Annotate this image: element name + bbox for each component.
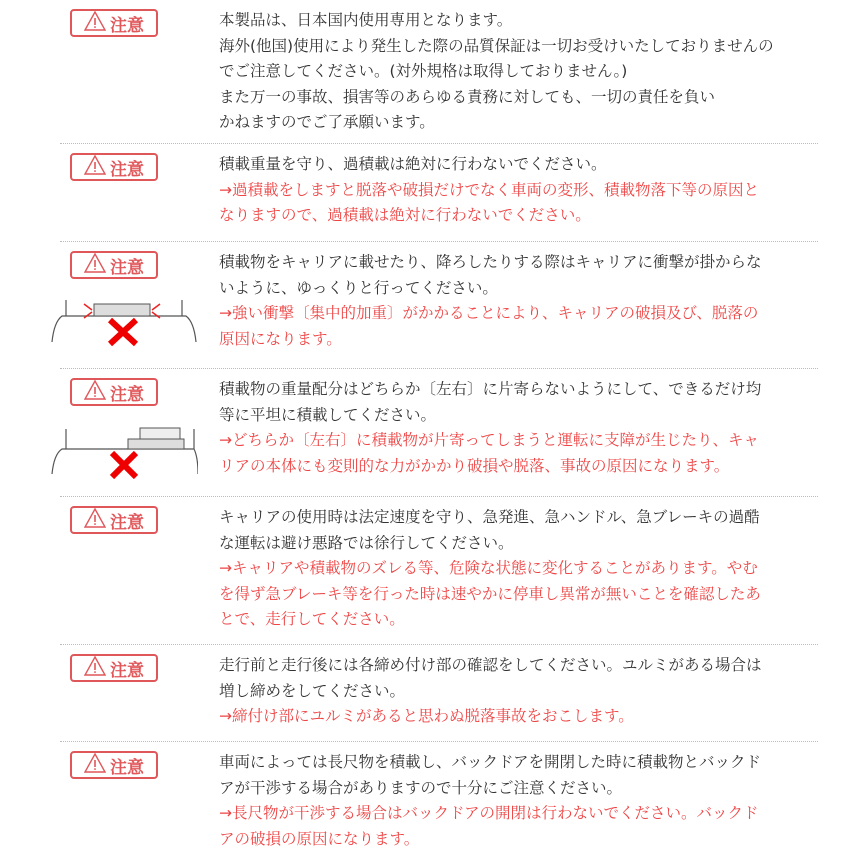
warning-line: リアの本体にも変則的な力がかかり破損や脱落、事故の原因になります。: [219, 456, 730, 475]
caution-text: [219, 152, 759, 229]
warning-line: →締付け部にユルミがあると思わぬ脱落事故をおこします。: [219, 707, 634, 725]
caution-line: 積載物の重量配分はどちらか〔左右〕に片寄らないようにして、できるだけ均: [219, 380, 762, 398]
caution-line: 車両によっては長尺物を積載し、バックドアを開閉した時に積載物とバックド: [219, 753, 762, 771]
caution-text: [219, 8, 774, 136]
warning-icon: [84, 380, 106, 405]
warning-line: →強い衝撃〔集中的加重〕がかかることにより、キャリアの破損及び、脱落の: [219, 304, 759, 322]
warning-line: →長尺物が干渉する場合はバックドアの開閉は行わないでください。バックド: [219, 804, 759, 822]
caution-line: 等に平坦に積載してください。: [219, 405, 437, 424]
caution-item: [60, 144, 818, 242]
caution-label: 注意: [110, 15, 144, 36]
caution-line: かねますのでご了承願います。: [219, 113, 435, 131]
caution-badge: [70, 506, 158, 534]
caution-line: アが干渉する場合がありますので十分にご注意ください。: [219, 778, 623, 797]
caution-line: 積載重量を守り、過積載は絶対に行わないでください。: [219, 155, 607, 173]
caution-text: [219, 505, 761, 633]
caution-badge: [70, 153, 158, 181]
warning-icon: [84, 155, 106, 180]
caution-label: 注意: [110, 512, 144, 533]
caution-line: な運転は避け悪路では徐行してください。: [219, 533, 514, 552]
caution-item: [60, 645, 818, 742]
warning-icon: [84, 508, 106, 533]
caution-badge: [70, 751, 158, 779]
caution-line: 増し締めをしてください。: [219, 681, 406, 700]
warning-icon: [84, 11, 106, 36]
caution-text: [219, 250, 762, 352]
warning-line: 原因になります。: [219, 329, 342, 348]
caution-label: 注意: [110, 384, 144, 405]
caution-badge: [70, 654, 158, 682]
caution-line: いように、ゆっくりと行ってください。: [219, 278, 498, 297]
uneven-load-illustration: [48, 419, 198, 483]
caution-label: 注意: [110, 757, 144, 778]
caution-line: 本製品は、日本国内使用専用となります。: [219, 11, 513, 29]
caution-text: [219, 653, 762, 730]
caution-label: 注意: [110, 257, 144, 278]
caution-label: 注意: [110, 660, 144, 681]
warning-line: なりますので、過積載は絶対に行わないでください。: [219, 206, 591, 224]
caution-line: 海外(他国)使用により発生した際の品質保証は一切お受けいたしておりませんの: [219, 36, 774, 55]
caution-line: キャリアの使用時は法定速度を守り、急発進、急ハンドル、急ブレーキの過酷: [219, 508, 760, 526]
caution-line: 積載物をキャリアに載せたり、降ろしたりする際はキャリアに衝撃が掛からな: [219, 253, 762, 271]
caution-item: [60, 0, 818, 144]
warning-icon: [84, 753, 106, 778]
caution-text: [219, 377, 761, 479]
warning-line: とで、走行してください。: [219, 610, 405, 628]
warning-line: アの破損の原因になります。: [219, 829, 420, 848]
impact-illustration: [48, 292, 198, 356]
warning-line: を得ず急ブレーキ等を行った時は速やかに停車し異常が無いことを確認したあ: [219, 584, 761, 603]
caution-item: [60, 742, 818, 859]
caution-badge: [70, 9, 158, 37]
caution-badge: [70, 378, 158, 406]
warning-icon: [84, 656, 106, 681]
warning-icon: [84, 253, 106, 278]
caution-line: また万一の事故、損害等のあらゆる責務に対しても、一切の責任を負い: [219, 87, 716, 106]
caution-item: [60, 242, 818, 369]
warning-line: →どちらか〔左右〕に積載物が片寄ってしまうと運転に支障が生じたり、キャ: [219, 431, 759, 449]
caution-item: [60, 369, 818, 497]
caution-item: [60, 497, 818, 645]
caution-line: 走行前と走行後には各締め付け部の確認をしてください。ユルミがある場合は: [219, 656, 762, 674]
warning-line: →過積載をしますと脱落や破損だけでなく車両の変形、積載物落下等の原因と: [219, 180, 759, 199]
caution-label: 注意: [110, 159, 144, 180]
caution-text: [219, 750, 761, 852]
caution-badge: [70, 251, 158, 279]
caution-line: でご注意してください。(対外規格は取得しておりません。): [219, 62, 628, 80]
warning-line: →キャリアや積載物のズレる等、危険な状態に変化することがあります。やむ: [219, 559, 758, 577]
